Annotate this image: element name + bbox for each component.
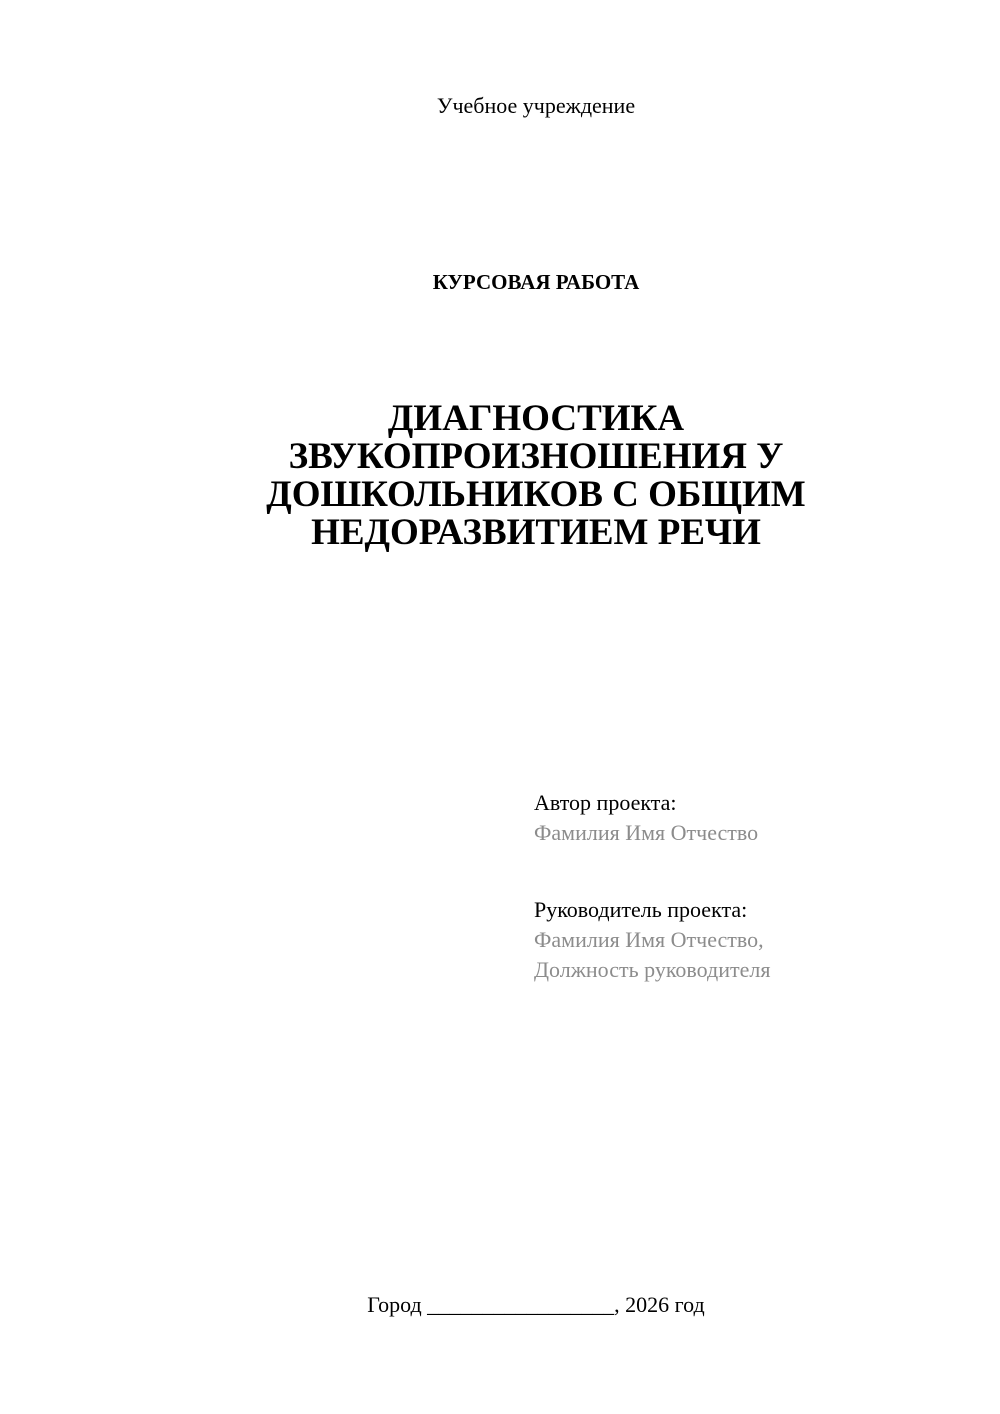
author-label: Автор проекта:: [534, 790, 677, 815]
title-line: НЕДОРАЗВИТИЕМ РЕЧИ: [311, 512, 761, 553]
title-line: ДОШКОЛЬНИКОВ С ОБЩИМ: [266, 474, 806, 515]
supervisor-position: Должность руководителя: [534, 957, 771, 982]
year-text: , 2026 год: [614, 1292, 705, 1317]
city-year-line: [0, 1290, 1000, 1320]
title-line: ЗВУКОПРОИЗНОШЕНИЯ У: [288, 436, 784, 477]
city-blank: _________________: [427, 1292, 615, 1317]
author-name: Фамилия Имя Отчество: [534, 820, 759, 845]
work-type-heading: КУРСОВАЯ РАБОТА: [432, 270, 640, 294]
institution-name: Учебное учреждение: [436, 93, 636, 118]
city-label: Город: [367, 1292, 422, 1317]
document-title: [236, 400, 836, 552]
supervisor-name: Фамилия Имя Отчество,: [534, 927, 764, 952]
author-block: [534, 788, 954, 848]
supervisor-label: Руководитель проекта:: [534, 897, 748, 922]
title-line: ДИАГНОСТИКА: [387, 398, 685, 439]
supervisor-block: [534, 895, 954, 985]
